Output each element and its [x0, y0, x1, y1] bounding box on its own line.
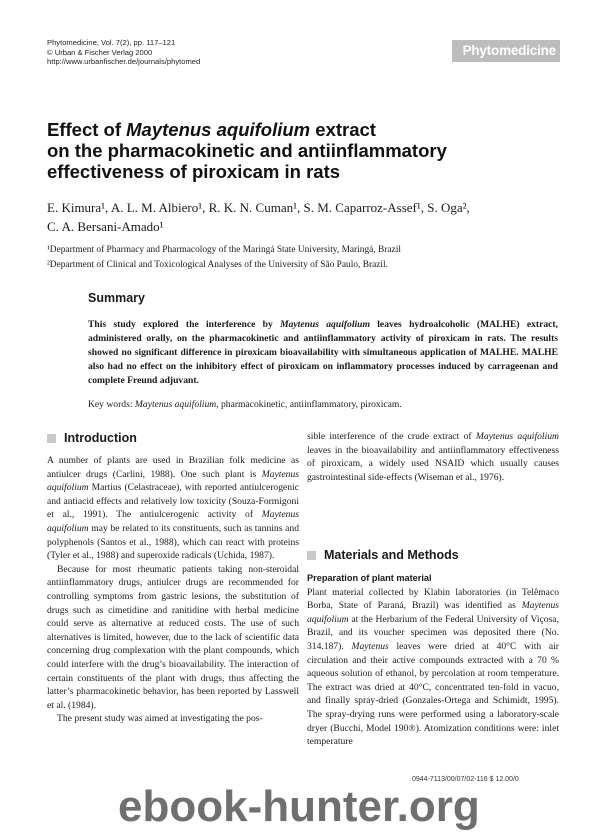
journal-info [47, 38, 200, 67]
journal-badge: Phytomedicine [452, 40, 560, 62]
methods-heading: Materials and Methods [307, 548, 459, 562]
intro-column-left [47, 454, 299, 726]
title-line-3: effectiveness of piroxicam in rats [47, 161, 341, 182]
keywords: Key words: Maytenus aquifolium, pharmacokinetic, antiinflammatory, piroxicam. [88, 399, 402, 410]
summary-text: This study explored the interference by Maytenus aquifolium leaves hydroalcoholic (MALHE) extract, administered orally, on the pharmacokinetic and antiinflammatory activity of piroxicam in rats. The results showed no significant difference in piroxicam bioavailability with simultaneous application of MALHE. MALHE also had no effect on the inhibitory effect of piroxicam on inflammatory processes induced by carrageenan and complete Freund adjuvant. [88, 319, 559, 386]
section-marker-icon [47, 434, 56, 443]
intro-paragraph-3: The present study was aimed at investigating the pos- [57, 713, 263, 725]
intro-paragraph-2: Because for most rheumatic patients taking non-steroidal antiinflammatory drugs, antiulcer drugs are recommended for controlling symptoms from gastric lesions, the substitution of drugs such as cimetidine and ranitidine with herbal medicine could serve as alternative at reduced costs. The use of such alternatives is limited, however, due to the lack of scientific data concerning drug complexation with the plant compounds, which could interfere with the drug’s bioavailability. The interaction of certain constituents of the plant with drugs, thus affecting the latter’s pharmacokinetic behavior, has been reported by Lasswell et al. (1984). [47, 563, 299, 711]
intro-column-right [307, 430, 559, 484]
authors-line-1: E. Kimura¹, A. L. M. Albiero¹, R. K. N. Cuman¹, S. M. Caparroz-Assef¹, S. Oga², [47, 200, 470, 215]
title-line-1: Effect of Maytenus aquifolium extract [47, 119, 376, 140]
methods-subheading: Preparation of plant material [307, 573, 432, 583]
journal-url: http://www.urbanfischer.de/journals/phytomed [47, 57, 201, 67]
summary-heading: Summary [88, 291, 145, 305]
article-title [47, 119, 517, 182]
section-marker-icon [307, 551, 316, 560]
publisher-copyright: © Urban & Fischer Verlag 2000 [47, 47, 153, 57]
introduction-heading: Introduction [47, 431, 137, 445]
title-line-2: on the pharmacokinetic and antiinflammatory [47, 140, 447, 161]
author-list [47, 198, 547, 236]
watermark: ebook-hunter.org [118, 782, 480, 831]
intro-paragraph-1: A number of plants are used in Brazilian folk medicine as antiulcer drugs (Carlini, 1988). One such plant is Maytenus aquifolium Martius (Celastraceae), with reported antiulcerogenic and antiacid effects and relatively low toxicity (Souza-Formigoni et al., 1991). The antiulcerogenic activity of Maytenus aquifolium may be related to its constituents, such as tannins and polyphenols (Santos et al., 1988), which can react with proteins (Tyler et al., 1988) and superoxide radicals (Uchida, 1987). [47, 455, 299, 562]
methods-paragraph: Plant material collected by Klabin laboratories (in Telêmaco Borba, State of Paraná, Brazil) was identified as Maytenus aquifolium at the Herbarium of the Federal University of Viçosa, Brazil, and its voucher specimen was deposited there (No. 314.187). Maytenus leaves were dried at 40°C with air circulation and their active compounds extracted with a 70 % aqueous solution of ethanol, by percolation at room temperature. The extract was dried at 40°C, concentrated ten-fold in vacuo, and finally spray-dried (Gonzales-Ortega and Schimidt, 1995). The spray-drying runs were performed using a laboratory-scale dryer (Bucchi, Model 190®). Atomization conditions were: inlet temperature [307, 586, 559, 748]
methods-column [307, 572, 559, 749]
intro-paragraph-3-continued: sible interference of the crude extract of Maytenus aquifolium leaves in the bioavailability and antiinflammatory effectiveness of piroxicam, a widely used NSAID which usually causes gastrointestinal side-effects (Wiseman et al., 1976). [307, 431, 559, 483]
authors-line-2: C. A. Bersani-Amado¹ [47, 219, 164, 234]
affiliations [47, 243, 567, 273]
affiliation-1: ¹Department of Pharmacy and Pharmacology of the Maringá State University, Maringá, Brazil [47, 245, 401, 255]
journal-citation: Phytomedicine, Vol. 7(2), pp. 117–121 [47, 38, 176, 47]
issn-price-line: 0944-7113/00/07/02-116 $ 12.00/0 [412, 776, 519, 783]
affiliation-2: ²Department of Clinical and Toxicological Analyses of the University of São Paulo, Brazil. [47, 260, 388, 270]
